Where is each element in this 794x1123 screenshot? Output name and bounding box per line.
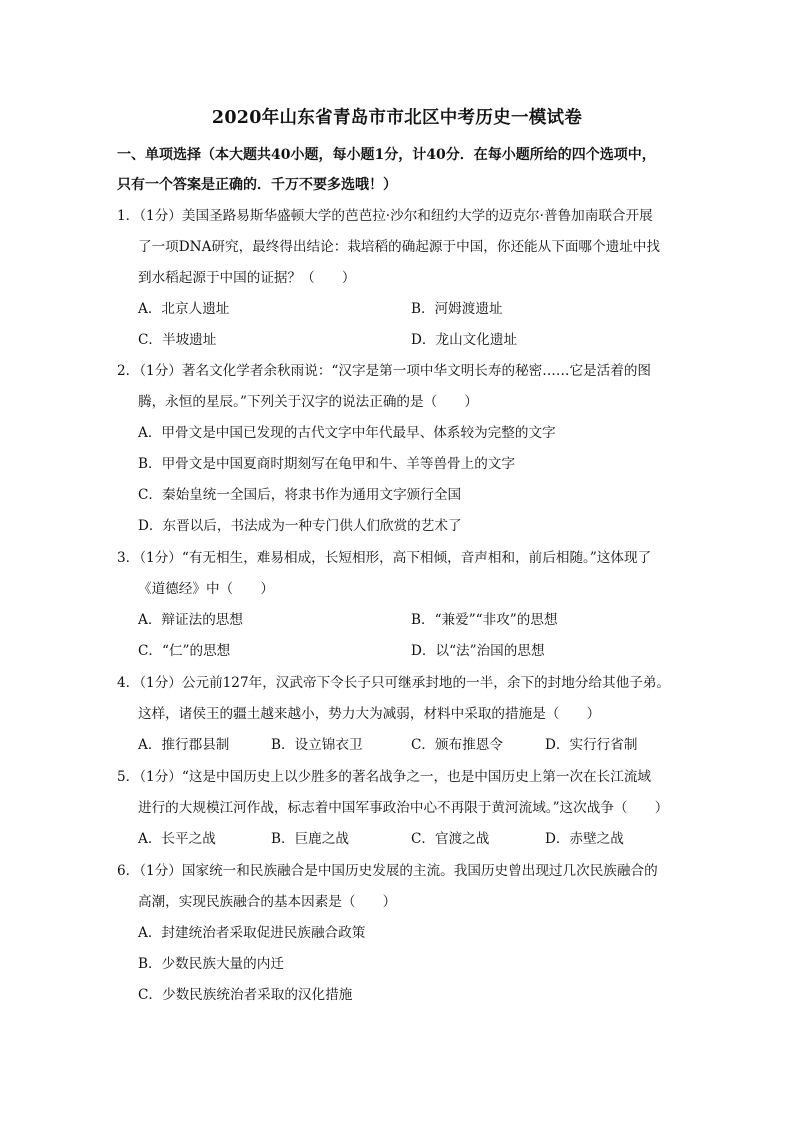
option-b[interactable]: B．“兼爱”“非攻”的思想 <box>411 612 558 628</box>
option-d[interactable]: D．龙山文化遗址 <box>411 332 518 348</box>
option-a[interactable]: A．甲骨文是中国已发现的古代文字中年代最早、体系较为完整的文字 <box>138 425 556 441</box>
question-text-line: 高潮，实现民族融合的基本因素是（ ） <box>138 894 397 910</box>
option-a[interactable]: A．长平之战 <box>138 831 216 847</box>
question-text-line: 《道德经》中（ ） <box>138 581 274 597</box>
question-number: 2． <box>117 363 140 379</box>
question-text-line: （1分）“这是中国历史上以少胜多的著名战争之一，也是中国历史上第一次在长江流域 <box>139 769 652 785</box>
option-b[interactable]: B．少数民族大量的内迁 <box>138 956 284 972</box>
option-d[interactable]: D．以“法”治国的思想 <box>411 643 545 659</box>
question-4 <box>117 668 677 761</box>
option-c[interactable]: C．“仁”的思想 <box>138 643 231 659</box>
question-text-line: （1分）“有无相生，难易相成，长短相形，高下相倾，音声相和，前后相随。”这体现了 <box>139 550 652 566</box>
exam-title: 2020年山东省青岛市市北区中考历史一模试卷 <box>211 108 583 128</box>
option-d[interactable]: D．东晋以后，书法成为一种专门供人们欣赏的艺术了 <box>138 518 462 534</box>
option-d[interactable]: D．实行行省制 <box>545 737 638 753</box>
question-text-line: 这样，诸侯王的疆土越来越小，势力大为减弱，材料中采取的措施是（ ） <box>138 706 601 722</box>
option-c[interactable]: C．颁布推恩令 <box>411 737 503 753</box>
option-c[interactable]: C．秦始皇统一全国后，将隶书作为通用文字颁行全国 <box>138 487 462 503</box>
question-1 <box>117 201 677 356</box>
question-text-line: 到水稻起源于中国的证据？（ ） <box>138 270 356 286</box>
question-text-line: （1分）公元前127年，汉武帝下令长子只可继承封地的一半，余下的封地分给其他子弟。 <box>139 675 671 691</box>
question-number: 1． <box>117 208 140 224</box>
question-2 <box>117 356 677 542</box>
option-c[interactable]: C．少数民族统治者采取的汉化措施 <box>138 987 353 1003</box>
option-b[interactable]: B．巨鹿之战 <box>271 831 349 847</box>
question-6 <box>117 856 677 1011</box>
option-d[interactable]: D．赤壁之战 <box>545 831 624 847</box>
question-text-line: （1分）著名文化学者余秋雨说：“汉字是第一项中华文明长寿的秘密……它是活着的图 <box>139 363 652 379</box>
question-number: 4． <box>117 675 140 691</box>
option-a[interactable]: A．封建统治者采取促进民族融合政策 <box>138 925 366 941</box>
question-number: 3． <box>117 550 140 566</box>
option-a[interactable]: A．北京人遗址 <box>138 301 230 317</box>
question-number: 6． <box>117 863 140 879</box>
option-b[interactable]: B．河姆渡遗址 <box>411 301 503 317</box>
option-c[interactable]: C．官渡之战 <box>411 831 490 847</box>
option-b[interactable]: B．设立锦衣卫 <box>271 737 363 753</box>
option-a[interactable]: A．推行郡县制 <box>138 737 230 753</box>
option-b[interactable]: B．甲骨文是中国夏商时期刻写在龟甲和牛、羊等兽骨上的文字 <box>138 456 516 472</box>
question-text-line: （1分）国家统一和民族融合是中国历史发展的主流。我国历史曾出现过几次民族融合的 <box>139 863 658 879</box>
question-text-line: 了一项DNA研究，最终得出结论：栽培稻的确起源于中国，你还能从下面哪个遗址中找 <box>138 239 660 255</box>
question-5 <box>117 762 677 855</box>
option-a[interactable]: A．辩证法的思想 <box>138 612 243 628</box>
question-number: 5． <box>117 769 140 785</box>
section-instructions-line-2: 只有一个答案是正确的．千万不要多选哦！） <box>117 177 397 193</box>
section-instructions-line-1: 一、单项选择（本大题共40小题，每小题1分，计40分．在每小题所给的四个选项中， <box>117 147 656 163</box>
question-text-line: 进行的大规模江河作战，标志着中国军事政治中心不再限于黄河流域。”这次战争（ ） <box>138 800 669 816</box>
question-3 <box>117 543 677 667</box>
question-text-line: （1分）美国圣路易斯华盛顿大学的芭芭拉·沙尔和纽约大学的迈克尔·普鲁加南联合开展 <box>139 208 653 224</box>
option-c[interactable]: C．半坡遗址 <box>138 332 217 348</box>
question-text-line: 腾，永恒的星辰。”下列关于汉字的说法正确的是（ ） <box>138 394 478 410</box>
section-instructions <box>117 140 687 200</box>
